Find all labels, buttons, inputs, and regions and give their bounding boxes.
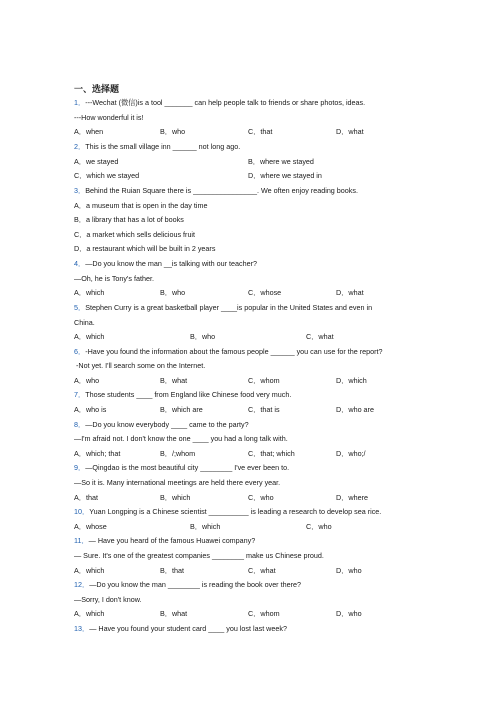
option-b: B．which are (160, 405, 203, 414)
option-c: C．whom (248, 376, 280, 385)
question-text: —Do you know the man ________ is reading the book over there? (89, 580, 301, 589)
question-number: 2． (74, 142, 86, 151)
question-8 (74, 420, 436, 429)
question-number: 8． (74, 420, 86, 429)
option-b: B．that (160, 566, 184, 575)
question-11 (74, 536, 436, 545)
question-1-line2: ---How wonderful it is! (74, 113, 144, 122)
option-b: B．what (160, 609, 188, 618)
option-c: C．who (248, 493, 274, 502)
option-a: A．when (74, 127, 104, 136)
option-b: B．where we stayed (248, 157, 314, 166)
option-c: C．a market which sells delicious fruit (74, 230, 196, 239)
option-b: B．a library that has a lot of books (74, 215, 184, 224)
option-a: A．which (74, 609, 105, 618)
question-number: 10． (74, 507, 90, 516)
option-d: D．who;/ (336, 449, 366, 458)
option-b: B．what (160, 376, 188, 385)
question-11-line2: — Sure. It's one of the greatest companies ________ make us Chinese proud. (74, 551, 324, 560)
question-9 (74, 463, 436, 472)
question-number: 6． (74, 347, 86, 356)
question-4-line2: —Oh, he is Tony's father. (74, 274, 154, 283)
question-text: — Have you heard of the famous Huawei company? (88, 536, 256, 545)
option-d: D．who (336, 609, 362, 618)
question-text: Yuan Longping is a Chinese scientist __________ is leading a research to develop sea rice. (89, 507, 382, 516)
option-b: B．/;whom (160, 449, 196, 458)
question-9-line2: —So it is. Many international meetings are held there every year. (74, 478, 281, 487)
question-text: —Do you know the man __is talking with our teacher? (85, 259, 257, 268)
question-number: 1． (74, 98, 86, 107)
question-12 (74, 580, 436, 589)
option-a: A．which (74, 566, 105, 575)
option-a: A．whose (74, 522, 107, 531)
question-number: 4． (74, 259, 86, 268)
question-1 (74, 98, 436, 107)
question-text: Behind the Ruian Square there is ________________. We often enjoy reading books. (85, 186, 358, 195)
question-number: 7． (74, 390, 86, 399)
question-number: 11． (74, 536, 89, 545)
question-text: Those students ____ from England like Chinese food very much. (85, 390, 292, 399)
option-c: C．who (306, 522, 332, 531)
question-text: —Do you know everybody ____ came to the party? (85, 420, 249, 429)
option-c: C．what (306, 332, 334, 341)
option-b: B．which (160, 493, 191, 502)
option-b: B．who (160, 127, 186, 136)
question-5 (74, 303, 436, 312)
option-a: A．we stayed (74, 157, 119, 166)
option-d: D．what (336, 288, 364, 297)
option-a: A．who (74, 376, 100, 385)
question-text: ---Wechat (微信)is a tool _______ can help people talk to friends or share photos, ideas. (85, 98, 366, 107)
option-c: C．whom (248, 609, 280, 618)
option-b: B．who (190, 332, 216, 341)
question-4 (74, 259, 436, 268)
question-3 (74, 186, 436, 195)
option-b: B．which (190, 522, 221, 531)
option-c: C．that (248, 127, 273, 136)
question-10 (74, 507, 436, 516)
question-13 (74, 624, 436, 633)
question-text: —Qingdao is the most beautiful city ________ I've ever been to. (85, 463, 290, 472)
option-a: A．which (74, 288, 105, 297)
option-a: A．who is (74, 405, 107, 414)
question-text: — Have you found your student card ____ you lost last week? (89, 624, 287, 633)
option-c: C．that; which (248, 449, 295, 458)
question-6 (74, 347, 436, 356)
option-c: C．which we stayed (74, 171, 140, 180)
option-d: D．where (336, 493, 368, 502)
option-c: C．what (248, 566, 276, 575)
question-2 (74, 142, 436, 151)
question-number: 3． (74, 186, 86, 195)
question-6-line2: -Not yet. I'll search some on the Internet. (76, 361, 206, 370)
question-number: 9． (74, 463, 86, 472)
option-d: D．a restaurant which will be built in 2 years (74, 244, 216, 253)
option-a: A．which (74, 332, 105, 341)
option-d: D．who are (336, 405, 374, 414)
option-d: D．where we stayed in (248, 171, 322, 180)
option-b: B．who (160, 288, 186, 297)
question-text: This is the small village inn ______ not long ago. (85, 142, 241, 151)
option-a: A．that (74, 493, 98, 502)
question-5-line2: China. (74, 318, 95, 327)
question-number: 13． (74, 624, 90, 633)
option-d: D．who (336, 566, 362, 575)
option-a: A．which; that (74, 449, 121, 458)
question-12-line2: —Sorry, I don't know. (74, 595, 142, 604)
question-number: 12． (74, 580, 90, 589)
option-d: D．which (336, 376, 367, 385)
question-text: -Have you found the information about the famous people ______ you can use for the report? (85, 347, 383, 356)
question-7 (74, 390, 436, 399)
question-8-line2: —I'm afraid not. I don't know the one ____ you had a long talk with. (74, 434, 288, 443)
option-a: A．a museum that is open in the day time (74, 201, 208, 210)
section-title: 一、选择题 (74, 84, 120, 94)
option-c: C．that is (248, 405, 280, 414)
option-c: C．whose (248, 288, 282, 297)
question-number: 5． (74, 303, 86, 312)
question-text: Stephen Curry is a great basketball player ____is popular in the United States and even in (85, 303, 373, 312)
option-d: D．what (336, 127, 364, 136)
